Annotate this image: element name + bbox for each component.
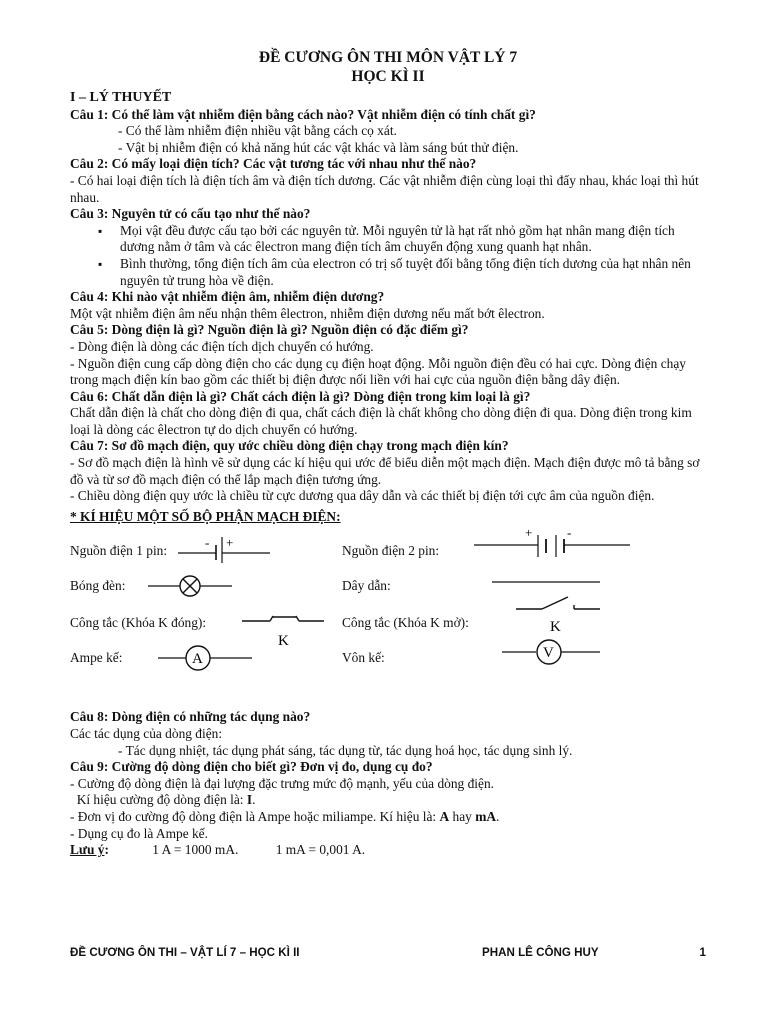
bulb-symbol — [148, 571, 234, 601]
battery-2-cell-symbol — [474, 527, 634, 561]
question-4: Câu 4: Khi nào vật nhiễm điện âm, nhiễm điện dương? — [70, 289, 385, 305]
document-page — [70, 48, 706, 859]
document-title: ĐỀ CƯƠNG ÔN THI MÔN VẬT LÝ 7 HỌC KÌ II — [258, 49, 518, 85]
battery-1-cell-symbol — [178, 533, 274, 567]
question-8: Câu 8: Dòng điện có những tác dụng nào? — [70, 709, 311, 725]
section-heading: I – LÝ THUYẾT — [70, 90, 172, 105]
answer-9d: - Dụng cụ đo là Ampe kế. — [70, 825, 208, 841]
svg-text:K: K — [550, 619, 561, 636]
label-wire: Dây dẫn: — [342, 578, 391, 594]
svg-text:K: K — [278, 633, 289, 650]
label-ammeter: Ampe kế: — [70, 650, 123, 666]
label-voltmeter: Vôn kế: — [342, 650, 385, 666]
answer-5a: - Dòng điện là dòng các điện tích dịch chuyển có hướng. — [70, 338, 374, 354]
label-switch-closed: Công tắc (Khóa K đóng): — [70, 615, 207, 631]
footer-author: PHAN LÊ CÔNG HUY — [482, 946, 599, 959]
answer-6: Chất dẫn điện là chất cho dòng điện đi qua, chất cách điện là chất không cho dòng điện đi qua. Dòng điện trong kim loại là dòng các êlectron tự do dịch chuyển có hướng. — [70, 405, 692, 437]
ammeter-symbol — [158, 641, 254, 673]
answer-9b: Kí hiệu cường độ dòng điện là: I. — [70, 792, 256, 808]
answer-2: - Có hai loại điện tích là điện tích âm và điện tích dương. Các vật nhiễm điện cùng loại thì đẩy nhau, khác loại thì hút nhau. — [70, 172, 699, 205]
list-item: ▪ Bình thường, tổng điện tích âm của electron có trị số tuyệt đối bằng tổng điện tích dương của hạt nhân nên nguyên tử trung hòa về điện. — [120, 256, 706, 289]
switch-closed-symbol — [242, 611, 326, 651]
answer-1b: - Vật bị nhiễm điện có khả năng hút các vật khác và làm sáng bút thử điện. — [118, 139, 519, 155]
answer-5b: - Nguồn điện cung cấp dòng điện cho các dụng cụ điện hoạt động. Mỗi nguồn điện đều có hai cực. Dòng điện chạy trong mạch điện kín bao gồm các thiết bị điện được nối liền với hai cực của nguồn điện bằng dây điện. — [70, 355, 686, 388]
svg-text:+: + — [525, 527, 533, 541]
answer-8a: Các tác dụng của dòng điện: — [70, 726, 223, 742]
circuit-symbols — [70, 529, 706, 709]
question-7: Câu 7: Sơ đồ mạch điện, quy ước chiều dòng điện chạy trong mạch điện kín? — [70, 438, 509, 454]
label-pin1: Nguồn điện 1 pin: — [70, 543, 168, 559]
question-9: Câu 9: Cường độ dòng điện cho biết gì? Đơn vị đo, dụng cụ đo? — [70, 759, 433, 775]
symbols-heading: * KÍ HIỆU MỘT SỐ BỘ PHẬN MẠCH ĐIỆN: — [70, 508, 341, 524]
label-switch-open: Công tắc (Khóa K mở): — [342, 615, 469, 631]
svg-text:-: - — [205, 535, 210, 551]
answer-8b: - Tác dụng nhiệt, tác dụng phát sáng, tác dụng từ, tác dụng hoá học, tác dụng sinh lý. — [118, 742, 573, 758]
svg-text:+: + — [226, 535, 234, 551]
question-5: Câu 5: Dòng điện là gì? Nguồn điện là gì? Nguồn điện có đặc điểm gì? — [70, 322, 469, 338]
question-2: Câu 2: Có mấy loại điện tích? Các vật tương tác với nhau như thế nào? — [70, 156, 477, 172]
list-item: ▪ Mọi vật đều được cấu tạo bởi các nguyên tử. Mỗi nguyên tử là hạt rất nhỏ gồm hạt nhân mang điện tích dương nằm ở tâm và các êlectron mang điện tích âm chuyển động xung quanh hạt nhân. — [120, 223, 706, 256]
question-3: Câu 3: Nguyên tử có cấu tạo như thế nào? — [70, 206, 311, 222]
answer-7b: - Chiều dòng điện quy ước là chiều từ cực dương qua dây dẫn và các thiết bị điện tới cực âm của nguồn điện. — [70, 488, 655, 504]
answer-9a: - Cường độ dòng điện là đại lượng đặc trưng mức độ mạnh, yếu của dòng điện. — [70, 775, 494, 791]
page-number: 1 — [699, 946, 706, 959]
label-pin2: Nguồn điện 2 pin: — [342, 543, 440, 559]
question-6: Câu 6: Chất dẫn điện là gì? Chất cách điện là gì? Dòng điện trong kim loại là gì? — [70, 388, 531, 404]
answer-9c: - Đơn vị đo cường độ dòng điện là Ampe hoặc miliampe. Kí hiệu là: A hay mA. — [70, 809, 500, 824]
wire-symbol — [492, 577, 602, 587]
label-bulb: Bóng đèn: — [70, 578, 126, 594]
switch-open-symbol — [516, 591, 602, 635]
note-line: Lưu ý: 1 A = 1000 mA. 1 mA = 0,001 A. — [70, 842, 366, 858]
svg-text:A: A — [192, 651, 203, 668]
svg-text:-: - — [567, 527, 572, 541]
answer-3-list — [70, 223, 706, 289]
svg-text:V: V — [543, 645, 554, 662]
question-1: Câu 1: Có thể làm vật nhiễm điện bằng cách nào? Vật nhiễm điện có tính chất gì? — [70, 106, 536, 122]
answer-4: Một vật nhiễm điện âm nếu nhận thêm êlectron, nhiễm điện dương nếu mất bớt êlectron. — [70, 305, 545, 321]
answer-1a: - Có thể làm nhiễm điện nhiều vật bằng cách cọ xát. — [118, 123, 397, 139]
footer-title: ĐỀ CƯƠNG ÔN THI – VẬT LÍ 7 – HỌC KÌ II — [70, 946, 300, 959]
answer-7a: - Sơ đồ mạch điện là hình vẽ sử dụng các kí hiệu qui ước để biểu diễn một mạch điện. Mạch điện được mô tả bằng sơ đồ và từ sơ đồ mạch điện có thể lắp mạch điện tương ứng. — [70, 455, 700, 487]
voltmeter-symbol — [502, 635, 602, 669]
